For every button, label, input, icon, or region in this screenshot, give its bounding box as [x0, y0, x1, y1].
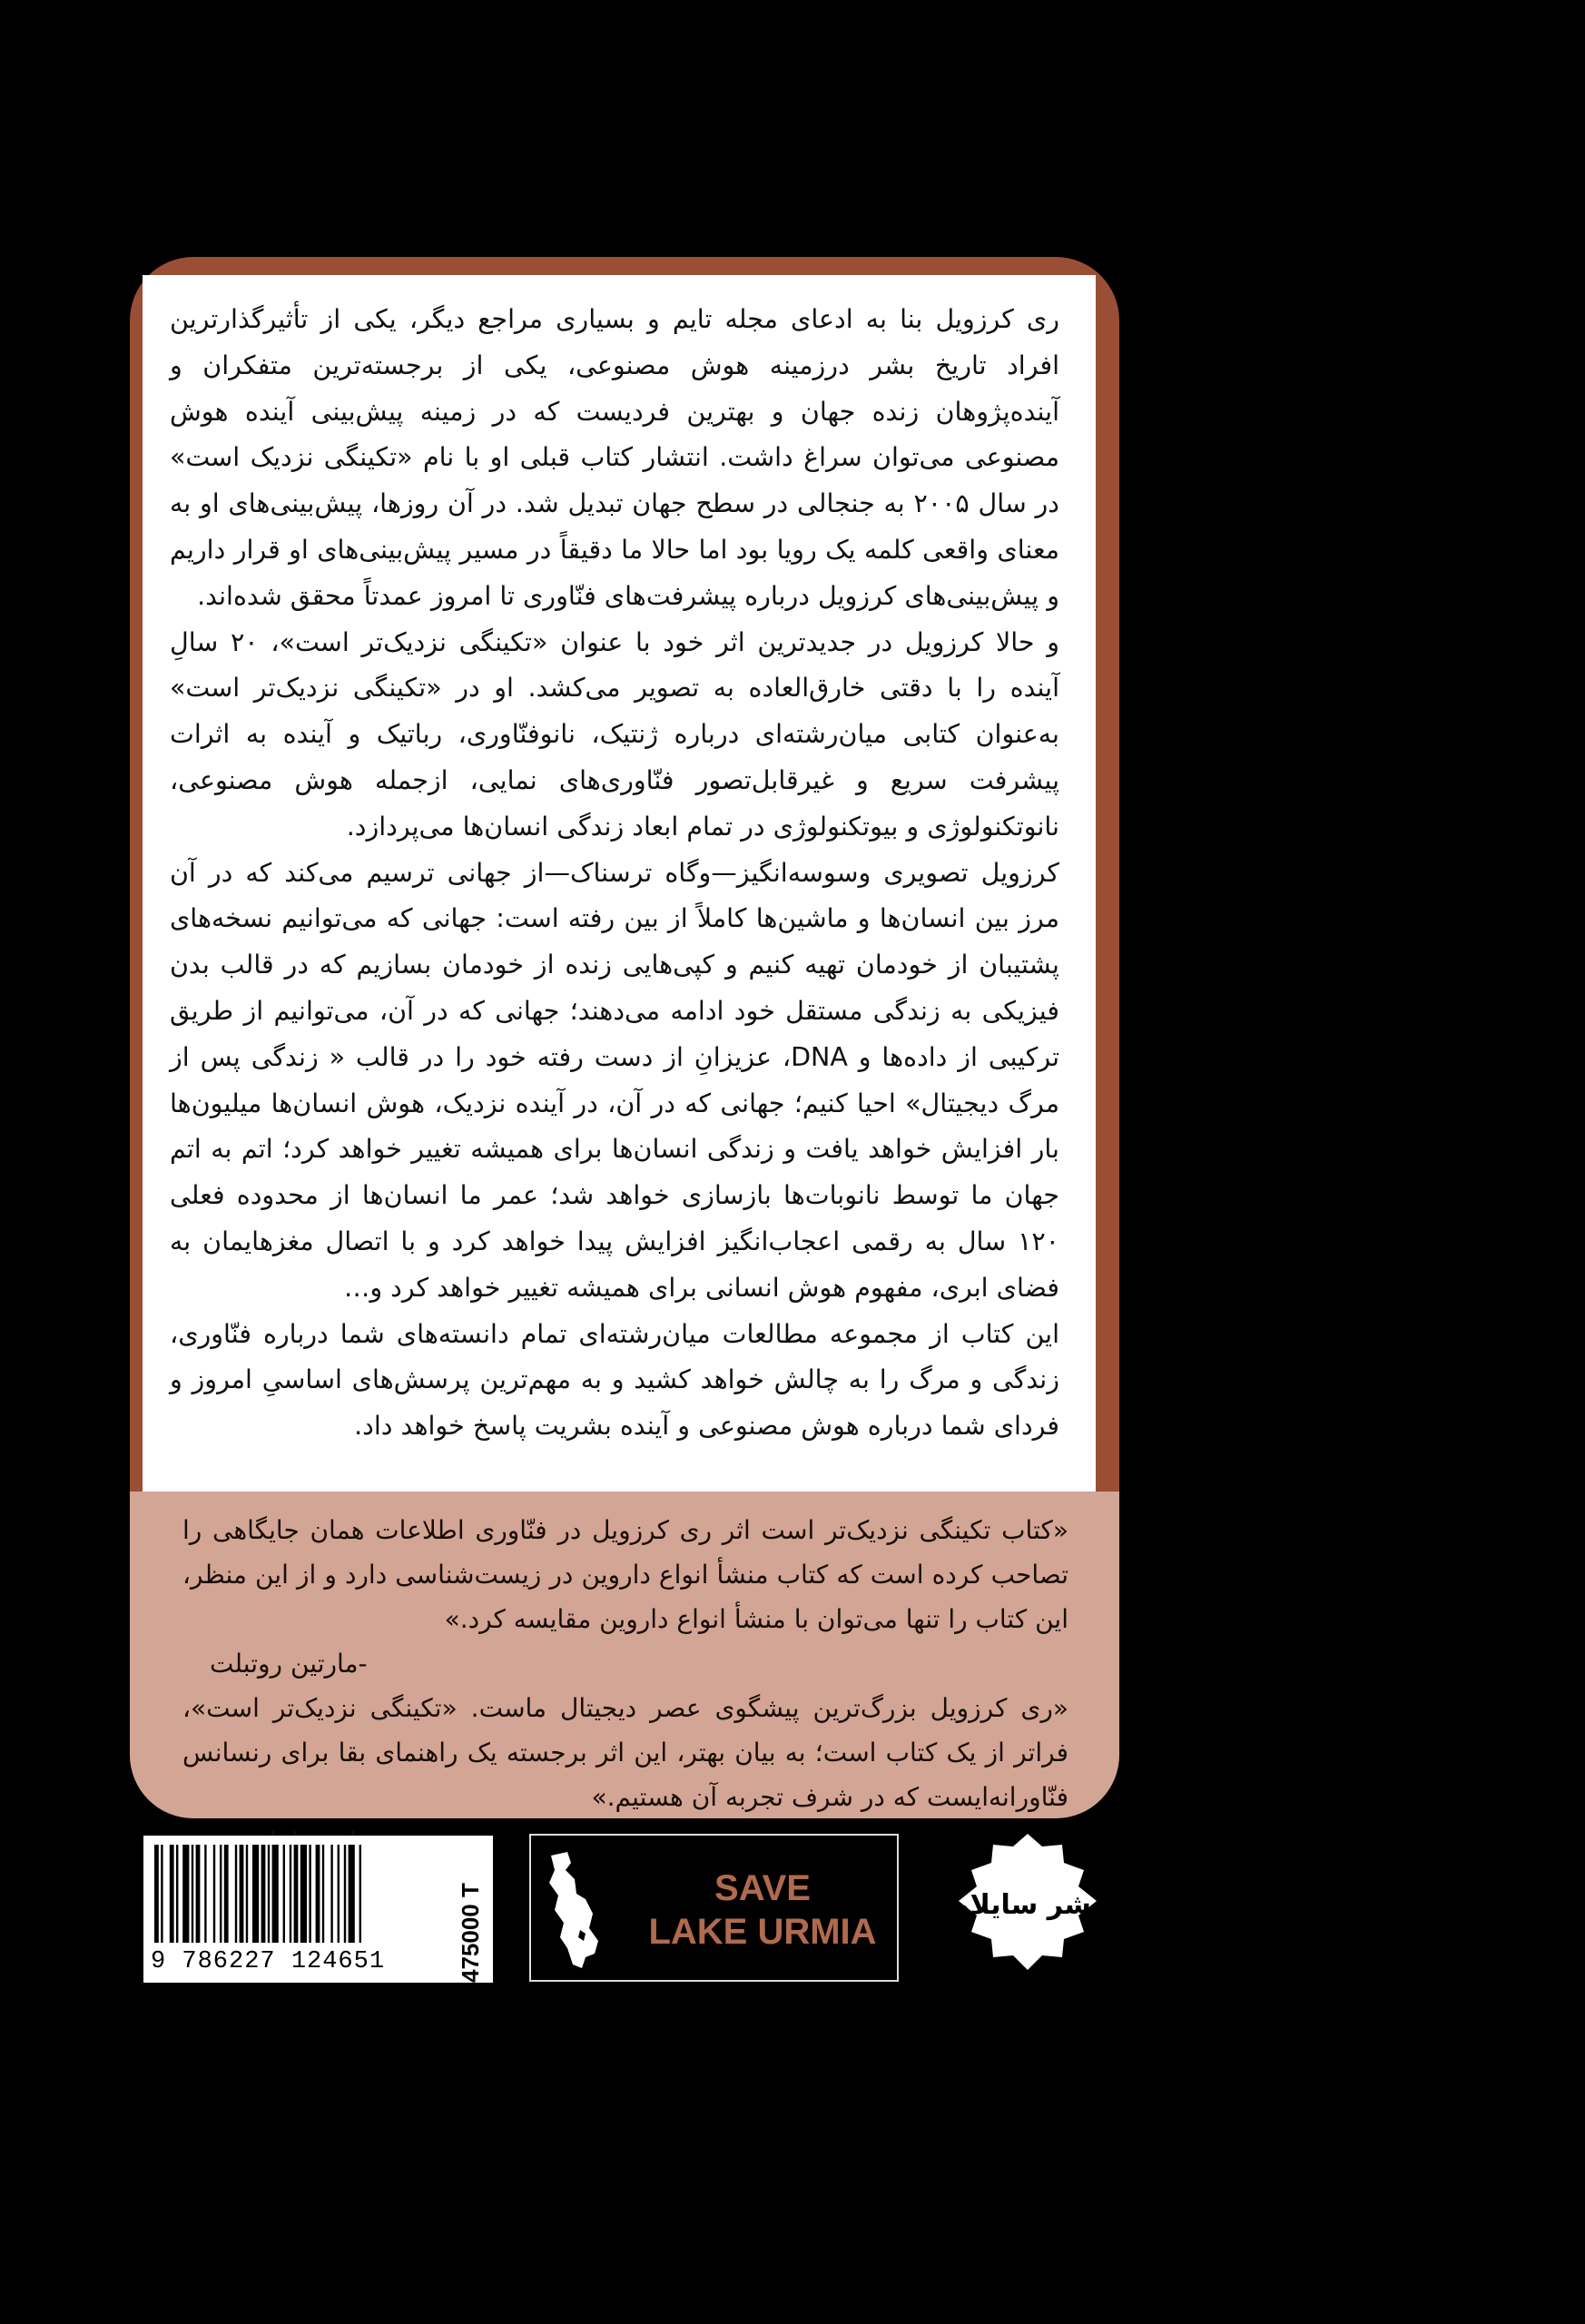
publisher-logo [937, 1830, 1118, 1975]
barcode-bar [182, 1845, 189, 1943]
barcode-bar [252, 1845, 259, 1943]
barcode-bar [154, 1845, 159, 1943]
barcode-bar [261, 1845, 266, 1943]
endorsement-1-text: «کتاب تکینگی نزدیک‌تر است اثر ری کرزویل در فنّاوری اطلاعات همان جایگاهی را تصاحب کرده است که کتاب منشأ انواع داروین در زیست‌شناسی دارد و از این منظر، این کتاب را تنها می‌توان با منشأ انواع داروین مقایسه کرد.» [182, 1515, 1068, 1634]
barcode-bar [300, 1845, 307, 1943]
barcode-bar [170, 1845, 174, 1943]
barcode-bar [344, 1845, 346, 1943]
isbn-barcode [143, 1836, 493, 1983]
barcode-bar [176, 1845, 178, 1943]
endorsements-box [130, 1492, 1119, 1818]
barcode-bar [359, 1845, 361, 1943]
barcode-bars [153, 1845, 441, 1943]
campaign-line-2: LAKE URMIA [648, 1912, 877, 1952]
back-cover-panel [130, 257, 1119, 1818]
barcode-bar [349, 1845, 355, 1943]
barcode-bar [322, 1845, 324, 1943]
save-lake-urmia-badge [529, 1834, 899, 1982]
blurb-paragraph-4: این کتاب از مجموعه مطالعات میان‌رشته‌ای تمام دانسته‌های شما درباره فنّاوری، زندگی و مرگ را به چالش خواهد کشید و به مهم‌ترین پرسش‌های اساسیِ امروز و فردای شما درباره هوش مصنوعی و آینده بشریت پاسخ خواهد داد. [170, 1318, 1059, 1442]
barcode-bar [316, 1845, 320, 1943]
barcode-bar [294, 1845, 299, 1943]
publisher-name: نشر سایلاو [952, 1889, 1103, 1921]
barcode-bar [220, 1845, 222, 1943]
barcode-bar [330, 1845, 332, 1943]
barcode-bar [161, 1845, 162, 1943]
barcode-bar [290, 1845, 291, 1943]
blurb-paragraph-1: ری کرزویل بنا به ادعای مجله تایم و بسیاری مراجع دیگر، یکی از تأثیرگذارترین افراد تاریخ بشر درزمینه هوش مصنوعی، یکی از برجسته‌ترین متفکران و آینده‌پژوهان زنده جهان و بهترین فردیست که در زمینه پیش‌بینی آینده هوش مصنوعی می‌توان سراغ داشت. انتشار کتاب قبلی او با نام «تکینگی نزدیک است» در سال ۲۰۰۵ به جنجالی در سطح جهان تبدیل شد. در آن روزها، پیش‌بینی‌های او به معنای واقعی کلمه یک رویا بود اما حالا ما دقیقاً در مسیر پیش‌بینی‌های او قرار داریم و پیش‌بینی‌های کرزویل درباره پیشرفت‌های فنّاوری تا امروز عمدتاً محقق شده‌اند. [170, 304, 1059, 611]
campaign-text [640, 1866, 885, 1954]
barcode-bar [309, 1845, 310, 1943]
endorsement-1 [182, 1508, 1068, 1686]
lake-urmia-map-icon [540, 1846, 613, 1974]
endorsement-2-text: «ری کرزویل بزرگ‌ترین پیشگوی عصر دیجیتال ماست. «تکینگی نزدیک‌تر است»، فراتر از یک کتاب است؛ به بیان بهتر، این اثر برجسته یک راهنمای بقا برای رنسانس فنّاورانه‌ایست که در شرف تجربه آن هستیم.» [182, 1693, 1068, 1812]
barcode-bar [240, 1845, 244, 1943]
barcode-bar [272, 1845, 279, 1943]
barcode-bar [192, 1845, 193, 1943]
barcode-bar [338, 1845, 340, 1943]
price-label: 475000 T [457, 1883, 484, 1983]
campaign-line-1: SAVE [714, 1868, 811, 1908]
barcode-bar [213, 1845, 215, 1943]
blurb-paragraph-2: و حالا کرزویل در جدیدترین اثر خود با عنوان «تکینگی نزدیک‌تر است»، ۲۰ سالِ آینده را با دقتی خارق‌العاده به تصویر می‌کشد. او در «تکینگی نزدیک‌تر است» به‌عنوان کتابی میان‌رشته‌ای درباره ژنتیک، نانوفنّاوری، رباتیک و آینده به اثرات پیشرفت سریع و غیرقابل‌تصور فنّاوری‌های نمایی، ازجمله هوش مصنوعی، نانوتکنولوژی و بیوتکنولوژی در تمام ابعاد زندگی انسان‌ها می‌پردازد. [170, 626, 1059, 842]
barcode-number: 9 786227 124651 [151, 1948, 386, 1975]
barcode-bar [235, 1845, 237, 1943]
barcode-bar [268, 1845, 270, 1943]
endorsement-1-author: -مارتین روتبلت [210, 1649, 368, 1679]
barcode-bar [204, 1845, 206, 1943]
blurb-text [143, 275, 1096, 1508]
barcode-bar [246, 1845, 248, 1943]
barcode-bar [224, 1845, 229, 1943]
blurb-paragraph-3: کرزویل تصویری وسوسه‌انگیز—وگاه ترسناک—از جهانی ترسیم می‌کند که در آن مرز بین انسان‌ها و ماشین‌ها کاملاً از بین رفته است: جهانی که می‌توانیم نسخه‌های پشتیبان از خودمان تهیه کنیم و کپی‌هایی زنده از خودمان بسازیم که در قالب بدن فیزیکی به زندگی مستقل خود ادامه می‌دهند؛ جهانی که در آن، می‌توانیم از طریق ترکیبی از داده‌ها و DNA، عزیزانِ از دست رفته خود را در قالب « زندگی پس از مرگ دیجیتال» احیا کنیم؛ جهانی که در آن، در آینده نزدیک، هوش انسان‌ها میلیون‌ها بار افزایش خواهد یافت و زندگی انسان‌ها برای همیشه تغییر خواهد کرد؛ اتم به اتم جهان ما توسط نانوبات‌ها بازسازی خواهد شد؛ عمر ما انسان‌ها از محدوده فعلی ۱۲۰ سال به رقمی اعجاب‌انگیز افزایش پیدا خواهد کرد و با اتصال مغزهایمان به فضای ابری، مفهوم هوش انسانی برای همیشه تغییر خواهد کرد و… [170, 857, 1059, 1303]
barcode-bar [196, 1845, 201, 1943]
barcode-bar [283, 1845, 285, 1943]
